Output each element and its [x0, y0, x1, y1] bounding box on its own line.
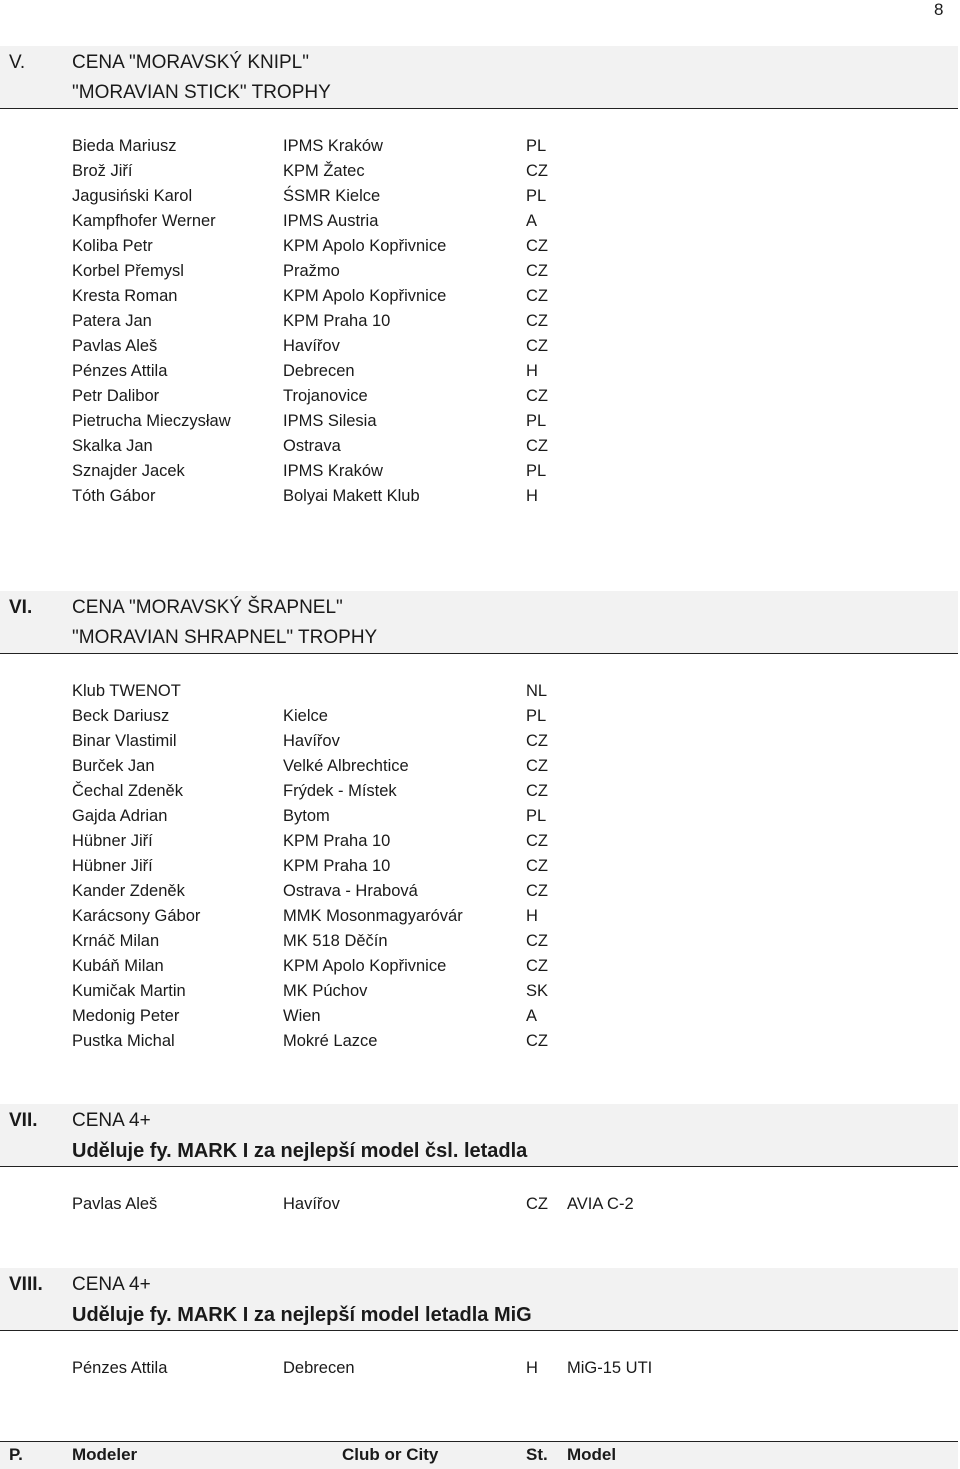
- country-code: PL: [526, 807, 547, 825]
- club-name: KPM Apolo Kopřivnice: [283, 237, 447, 255]
- country-code: CZ: [526, 237, 548, 255]
- club-name: Kielce: [283, 707, 328, 725]
- club-name: MK Púchov: [283, 982, 368, 1000]
- section-vii-rows: [0, 1193, 960, 1218]
- table-row: [0, 160, 960, 185]
- section-vii: [0, 1104, 960, 1167]
- country-code: NL: [526, 682, 548, 700]
- table-row: [0, 755, 960, 780]
- country-code: PL: [526, 137, 547, 155]
- club-name: KPM Apolo Kopřivnice: [283, 957, 447, 975]
- modeler-name: Klub TWENOT: [72, 682, 181, 700]
- modeler-name: Skalka Jan: [72, 437, 153, 455]
- club-name: Ostrava: [283, 437, 341, 455]
- column-header-model: Model: [567, 1445, 617, 1464]
- club-name: KPM Praha 10: [283, 832, 391, 850]
- column-header-state: St.: [526, 1445, 548, 1464]
- column-header-modeler: Modeler: [72, 1445, 138, 1464]
- section-title: CENA "MORAVSKÝ KNIPL": [72, 52, 309, 73]
- section-title: CENA "MORAVSKÝ ŠRAPNEL": [72, 597, 343, 618]
- modeler-name: Sznajder Jacek: [72, 462, 185, 480]
- section-subtitle: Uděluje fy. MARK I za nejlepší model čsl. letadla: [72, 1140, 528, 1162]
- table-row: [0, 830, 960, 855]
- club-name: ŚSMR Kielce: [283, 187, 381, 205]
- table-row: [0, 185, 960, 210]
- club-name: Bolyai Makett Klub: [283, 487, 420, 505]
- country-code: CZ: [526, 337, 548, 355]
- section-vi: [0, 591, 960, 654]
- club-name: Havířov: [283, 732, 340, 750]
- country-code: CZ: [526, 1032, 548, 1050]
- table-row: [0, 1005, 960, 1030]
- modeler-name: Kubáň Milan: [72, 957, 164, 975]
- page-number: 8: [934, 0, 944, 19]
- club-name: Pražmo: [283, 262, 340, 280]
- section-number: VIII.: [9, 1274, 43, 1295]
- section-number: VII.: [9, 1110, 38, 1131]
- country-code: A: [526, 1007, 538, 1025]
- country-code: PL: [526, 412, 547, 430]
- table-row: [0, 210, 960, 235]
- country-code: CZ: [526, 882, 548, 900]
- section-header: [0, 1104, 958, 1167]
- club-name: MMK Mosonmagyaróvár: [283, 907, 463, 925]
- country-code: PL: [526, 187, 547, 205]
- modeler-name: Hübner Jiří: [72, 857, 153, 875]
- section-header: [0, 591, 958, 654]
- table-row: [0, 730, 960, 755]
- column-header-position: P.: [9, 1445, 23, 1464]
- modeler-name: Pavlas Aleš: [72, 1195, 158, 1213]
- modeler-name: Kampfhofer Werner: [72, 212, 216, 230]
- modeler-name: Koliba Petr: [72, 237, 153, 255]
- modeler-name: Kumičak Martin: [72, 982, 186, 1000]
- modeler-name: Kresta Roman: [72, 287, 178, 305]
- club-name: Ostrava - Hrabová: [283, 882, 418, 900]
- modeler-name: Pavlas Aleš: [72, 337, 158, 355]
- modeler-name: Hübner Jiří: [72, 832, 153, 850]
- table-row: [0, 360, 960, 385]
- table-row: [0, 880, 960, 905]
- table-row: [0, 1030, 960, 1055]
- club-name: KPM Praha 10: [283, 312, 391, 330]
- club-name: KPM Žatec: [283, 162, 365, 180]
- table-row: [0, 485, 960, 510]
- modeler-name: Pénzes Attila: [72, 1359, 168, 1377]
- section-title: CENA 4+: [72, 1110, 151, 1131]
- table-row: [0, 1193, 960, 1218]
- modeler-name: Beck Dariusz: [72, 707, 170, 725]
- modeler-name: Petr Dalibor: [72, 387, 160, 405]
- table-row: [0, 1357, 960, 1382]
- model-name: AVIA C-2: [567, 1195, 634, 1213]
- section-v-rows: [0, 135, 960, 510]
- modeler-name: Gajda Adrian: [72, 807, 168, 825]
- table-row: [0, 955, 960, 980]
- table-row: [0, 135, 960, 160]
- club-name: IPMS Austria: [283, 212, 379, 230]
- section-header: [0, 46, 958, 109]
- country-code: H: [526, 1359, 538, 1377]
- section-header: [0, 1268, 958, 1331]
- country-code: CZ: [526, 162, 548, 180]
- table-row: [0, 335, 960, 360]
- club-name: Debrecen: [283, 1359, 355, 1377]
- club-name: KPM Apolo Kopřivnice: [283, 287, 447, 305]
- table-row: [0, 260, 960, 285]
- club-name: Trojanovice: [283, 387, 368, 405]
- country-code: CZ: [526, 1195, 548, 1213]
- country-code: PL: [526, 462, 547, 480]
- country-code: CZ: [526, 312, 548, 330]
- table-row: [0, 385, 960, 410]
- modeler-name: Kander Zdeněk: [72, 882, 185, 900]
- modeler-name: Pietrucha Mieczysław: [72, 412, 231, 430]
- table-row: [0, 435, 960, 460]
- section-subtitle: Uděluje fy. MARK I za nejlepší model letadla MiG: [72, 1304, 532, 1326]
- table-row: [0, 410, 960, 435]
- table-row: [0, 805, 960, 830]
- section-subtitle: "MORAVIAN STICK" TROPHY: [72, 82, 331, 103]
- club-name: IPMS Kraków: [283, 137, 383, 155]
- modeler-name: Tóth Gábor: [72, 487, 156, 505]
- country-code: CZ: [526, 437, 548, 455]
- country-code: CZ: [526, 387, 548, 405]
- section-v: [0, 46, 960, 109]
- modeler-name: Karácsony Gábor: [72, 907, 201, 925]
- table-row: [0, 980, 960, 1005]
- section-number: V.: [9, 52, 26, 73]
- club-name: Frýdek - Místek: [283, 782, 397, 800]
- table-row: [0, 905, 960, 930]
- modeler-name: Binar Vlastimil: [72, 732, 177, 750]
- club-name: Debrecen: [283, 362, 355, 380]
- section-title: CENA 4+: [72, 1274, 151, 1295]
- section-number: VI.: [9, 597, 33, 618]
- table-row: [0, 310, 960, 335]
- table-row: [0, 705, 960, 730]
- modeler-name: Korbel Přemysl: [72, 262, 184, 280]
- section-subtitle: "MORAVIAN SHRAPNEL" TROPHY: [72, 627, 378, 648]
- club-name: MK 518 Děčín: [283, 932, 388, 950]
- country-code: CZ: [526, 782, 548, 800]
- table-row: [0, 680, 960, 705]
- table-row: [0, 460, 960, 485]
- club-name: Wien: [283, 1007, 321, 1025]
- table-row: [0, 780, 960, 805]
- country-code: H: [526, 487, 538, 505]
- column-header-row: [0, 1441, 958, 1469]
- modeler-name: Čechal Zdeněk: [72, 782, 183, 800]
- country-code: CZ: [526, 857, 548, 875]
- table-row: [0, 930, 960, 955]
- country-code: CZ: [526, 262, 548, 280]
- club-name: Havířov: [283, 1195, 340, 1213]
- section-vi-rows: [0, 680, 960, 1055]
- club-name: KPM Praha 10: [283, 857, 391, 875]
- section-viii-rows: [0, 1357, 960, 1382]
- modeler-name: Pustka Michal: [72, 1032, 175, 1050]
- table-row: [0, 285, 960, 310]
- modeler-name: Pénzes Attila: [72, 362, 168, 380]
- country-code: H: [526, 362, 538, 380]
- table-row: [0, 235, 960, 260]
- section-viii: [0, 1268, 960, 1331]
- country-code: H: [526, 907, 538, 925]
- model-name: MiG-15 UTI: [567, 1359, 653, 1377]
- modeler-name: Burček Jan: [72, 757, 155, 775]
- modeler-name: Brož Jiří: [72, 162, 133, 180]
- country-code: CZ: [526, 932, 548, 950]
- modeler-name: Medonig Peter: [72, 1007, 180, 1025]
- club-name: Havířov: [283, 337, 340, 355]
- country-code: CZ: [526, 957, 548, 975]
- modeler-name: Krnáč Milan: [72, 932, 160, 950]
- modeler-name: Patera Jan: [72, 312, 152, 330]
- modeler-name: Bieda Mariusz: [72, 137, 177, 155]
- country-code: A: [526, 212, 538, 230]
- country-code: CZ: [526, 732, 548, 750]
- country-code: CZ: [526, 757, 548, 775]
- club-name: Mokré Lazce: [283, 1032, 378, 1050]
- club-name: IPMS Kraków: [283, 462, 383, 480]
- table-row: [0, 855, 960, 880]
- country-code: CZ: [526, 287, 548, 305]
- column-header-club: Club or City: [342, 1445, 439, 1464]
- club-name: IPMS Silesia: [283, 412, 377, 430]
- modeler-name: Jagusiński Karol: [72, 187, 193, 205]
- country-code: CZ: [526, 832, 548, 850]
- country-code: PL: [526, 707, 547, 725]
- club-name: Bytom: [283, 807, 330, 825]
- country-code: SK: [526, 982, 549, 1000]
- club-name: Velké Albrechtice: [283, 757, 409, 775]
